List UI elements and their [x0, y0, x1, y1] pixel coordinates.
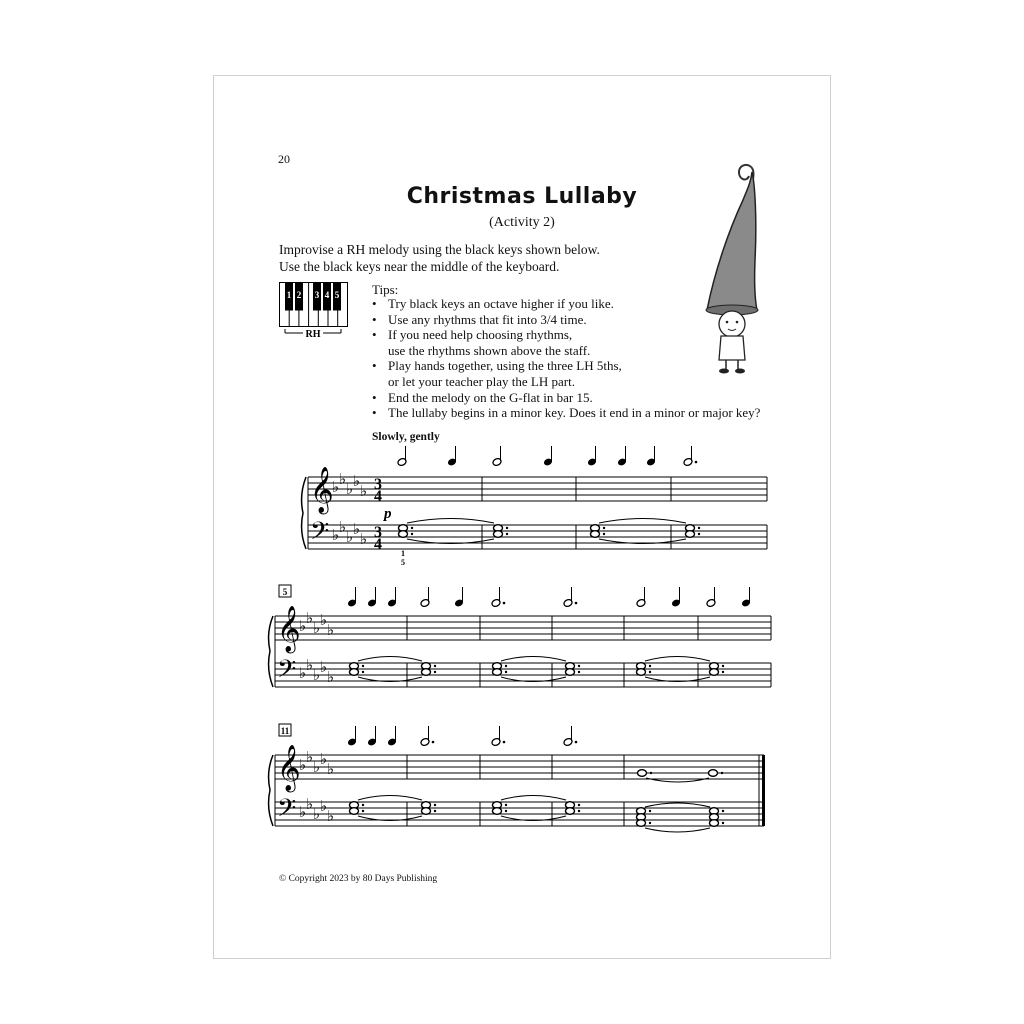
svg-text:♭: ♭ — [313, 807, 321, 823]
svg-text:♭: ♭ — [320, 613, 328, 629]
svg-text:♭: ♭ — [299, 666, 307, 682]
dynamic-marking: p — [384, 506, 392, 522]
instruction-line: Improvise a RH melody using the black keys shown below. — [279, 242, 600, 257]
rhythm-line — [347, 726, 577, 747]
time-signature-bottom: 4 — [374, 536, 382, 553]
bullet-icon: • — [372, 358, 377, 374]
svg-text:♭: ♭ — [299, 805, 307, 821]
svg-text:♭: ♭ — [299, 758, 307, 774]
svg-text:♭: ♭ — [299, 619, 307, 635]
bass-clef-icon: 𝄢 — [277, 656, 297, 689]
tempo-marking: Slowly, gently — [372, 431, 440, 443]
svg-text:♭: ♭ — [306, 658, 314, 674]
tips-heading: Tips: — [372, 282, 399, 297]
svg-text:♭: ♭ — [313, 621, 321, 637]
tip-item: • The lullaby begins in a minor key. Does it end in a minor or major key? — [372, 405, 761, 421]
svg-text:♭: ♭ — [353, 522, 361, 538]
svg-text:♭: ♭ — [360, 532, 368, 548]
time-signature-top: 3 — [374, 476, 382, 493]
treble-clef-icon: 𝄞 — [277, 745, 301, 790]
fingering-number: 5 — [401, 558, 405, 567]
time-signature-bottom: 4 — [374, 488, 382, 505]
page-subtitle: (Activity 2) — [489, 215, 555, 230]
svg-text:♭: ♭ — [306, 750, 314, 766]
treble-clef-icon: 𝄞 — [277, 606, 301, 651]
treble-clef-icon: 𝄞 — [310, 467, 334, 512]
svg-text:♭: ♭ — [313, 760, 321, 776]
bass-clef-icon: 𝄢 — [310, 518, 330, 551]
svg-text:♭: ♭ — [327, 670, 335, 686]
measure-number: 5 — [282, 587, 288, 597]
svg-text:♭: ♭ — [306, 797, 314, 813]
svg-text:♭: ♭ — [320, 752, 328, 768]
music-system-3 — [262, 722, 782, 837]
instruction-line: Use the black keys near the middle of the keyboard. — [279, 259, 560, 274]
gnome-illustration — [695, 160, 775, 380]
svg-text:♭: ♭ — [320, 660, 328, 676]
svg-text:♭: ♭ — [360, 484, 368, 500]
time-signature-top: 3 — [374, 524, 382, 541]
page-title: Christmas Lullaby — [406, 184, 638, 209]
svg-text:♭: ♭ — [346, 482, 354, 498]
key-signature — [332, 472, 367, 548]
bullet-icon: • — [372, 389, 377, 405]
copyright-notice: © Copyright 2023 by 80 Days Publishing — [279, 874, 438, 884]
tip-item: • End the melody on the G-flat in bar 15. — [372, 389, 593, 405]
svg-text:♭: ♭ — [306, 611, 314, 627]
keyboard-diagram — [279, 282, 351, 340]
svg-text:♭: ♭ — [313, 668, 321, 684]
svg-text:♭: ♭ — [320, 799, 328, 815]
rhythm-line — [397, 446, 697, 467]
finger-number: 3 — [314, 290, 320, 300]
svg-text:♭: ♭ — [339, 472, 347, 488]
music-system-1 — [296, 440, 776, 570]
instructions — [279, 241, 600, 275]
final-barline — [762, 755, 765, 826]
bullet-icon: • — [372, 327, 377, 343]
tip-item: • If you need help choosing rhythms, use the rhythms shown above the staff. — [372, 327, 591, 358]
svg-text:♭: ♭ — [332, 480, 340, 496]
svg-text:♭: ♭ — [346, 530, 354, 546]
tip-item: • Try black keys an octave higher if you like. — [372, 296, 614, 311]
svg-text:♭: ♭ — [332, 528, 340, 544]
key-signature — [299, 611, 334, 686]
final-rh-notes — [638, 770, 724, 782]
finger-number: 1 — [286, 290, 292, 300]
svg-text:♭: ♭ — [327, 809, 335, 825]
bullet-icon: • — [372, 311, 377, 327]
hand-label: RH — [305, 329, 321, 340]
bullet-icon: • — [372, 296, 377, 311]
tip-item: • Play hands together, using the three LH 5ths, or let your teacher play the LH part. — [372, 358, 622, 389]
svg-text:♭: ♭ — [327, 762, 335, 778]
music-system-2 — [262, 583, 782, 698]
bullet-icon: • — [372, 405, 377, 421]
finger-number: 5 — [334, 290, 340, 300]
svg-text:♭: ♭ — [327, 623, 335, 639]
rhythm-line — [347, 587, 751, 608]
measure-number: 11 — [280, 726, 290, 736]
svg-text:♭: ♭ — [339, 520, 347, 536]
key-signature — [299, 750, 334, 825]
fingering-number: 1 — [401, 549, 405, 558]
bass-clef-icon: 𝄢 — [277, 795, 297, 828]
finger-number: 2 — [296, 290, 302, 300]
finger-number: 4 — [324, 290, 330, 300]
page-number: 20 — [278, 152, 290, 166]
svg-text:♭: ♭ — [353, 474, 361, 490]
tip-item: • Use any rhythms that fit into 3/4 time. — [372, 311, 587, 327]
